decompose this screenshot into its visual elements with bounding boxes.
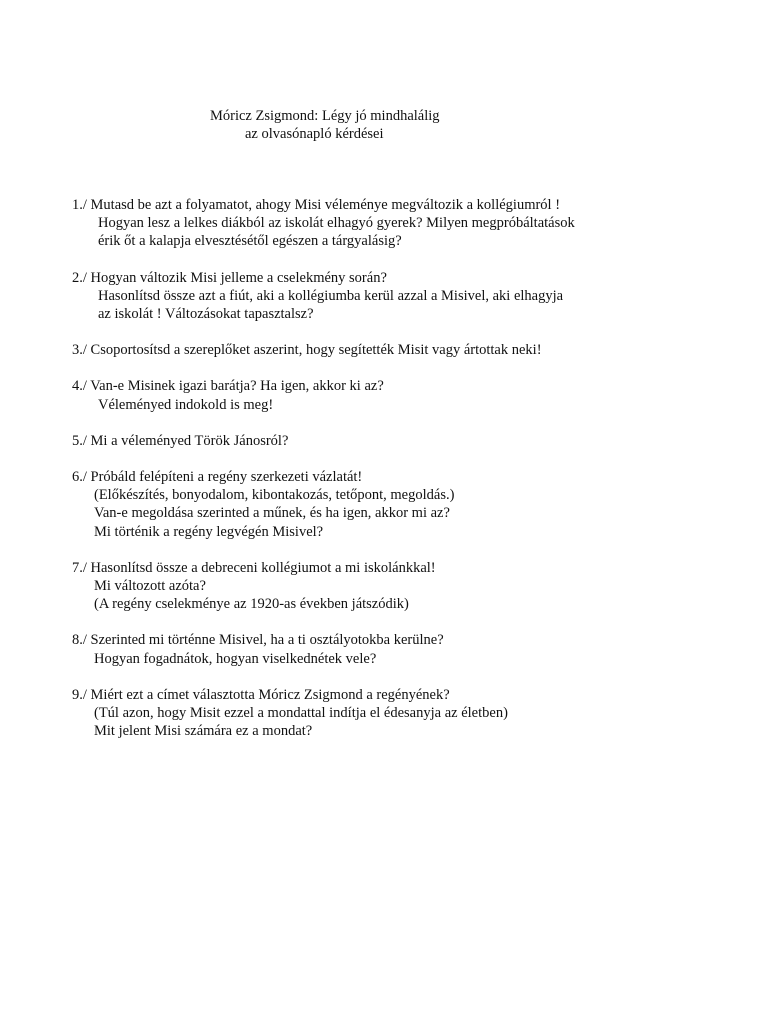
question-4-line-2: Véleményed indokold is meg! bbox=[98, 396, 274, 413]
question-1-line-3: érik őt a kalapja elvesztésétől egészen a tárgyalásig? bbox=[98, 233, 402, 250]
question-9-line-1: 9./ Miért ezt a címet választotta Móricz Zsigmond a regényének? bbox=[72, 686, 450, 703]
question-2-line-3: az iskolát ! Változásokat tapasztalsz? bbox=[98, 306, 314, 323]
question-6-line-1: 6./ Próbáld felépíteni a regény szerkezeti vázlatát! bbox=[72, 469, 363, 486]
question-2 bbox=[72, 269, 752, 324]
question-6-line-4: Mi történik a regény legvégén Misivel? bbox=[94, 523, 324, 540]
question-3 bbox=[72, 341, 752, 359]
question-6 bbox=[72, 468, 752, 541]
question-2-line-1: 2./ Hogyan változik Misi jelleme a cselekmény során? bbox=[72, 269, 387, 286]
question-4 bbox=[72, 377, 752, 413]
question-8 bbox=[72, 631, 752, 667]
question-2-line-2: Hasonlítsd össze azt a fiút, aki a kollégiumba kerül azzal a Misivel, aki elhagyja bbox=[98, 287, 564, 304]
question-4-line-1: 4./ Van-e Misinek igazi barátja? Ha igen, akkor ki az? bbox=[72, 378, 384, 395]
question-3-line-1: 3./ Csoportosítsd a szereplőket aszerint, hogy segítették Misit vagy ártottak neki! bbox=[72, 342, 542, 359]
question-6-line-2: (Előkészítés, bonyodalom, kibontakozás, tetőpont, megoldás.) bbox=[94, 487, 455, 504]
question-7-line-3: (A regény cselekménye az 1920-as években játszódik) bbox=[94, 596, 409, 613]
question-5-line-1: 5./ Mi a véleményed Török Jánosról? bbox=[72, 432, 289, 449]
question-9 bbox=[72, 686, 752, 741]
question-5 bbox=[72, 432, 752, 450]
question-list bbox=[72, 196, 752, 758]
question-1 bbox=[72, 196, 752, 251]
question-7 bbox=[72, 559, 752, 614]
title-main: Móricz Zsigmond: Légy jó mindhalálig bbox=[210, 108, 440, 124]
question-6-line-3: Van-e megoldása szerinted a műnek, és ha igen, akkor mi az? bbox=[94, 505, 450, 522]
title-subtitle: az olvasónapló kérdései bbox=[245, 126, 384, 142]
question-1-line-2: Hogyan lesz a lelkes diákból az iskolát elhagyó gyerek? Milyen megpróbáltatások bbox=[98, 215, 575, 232]
question-9-line-3: Mit jelent Misi számára ez a mondat? bbox=[94, 723, 313, 740]
question-8-line-2: Hogyan fogadnátok, hogyan viselkednétek vele? bbox=[94, 650, 377, 667]
question-8-line-1: 8./ Szerinted mi történne Misivel, ha a ti osztályotokba kerülne? bbox=[72, 632, 444, 649]
question-1-line-1: 1./ Mutasd be azt a folyamatot, ahogy Misi véleménye megváltozik a kollégiumról ! bbox=[72, 197, 561, 213]
question-7-line-2: Mi változott azóta? bbox=[94, 578, 206, 595]
question-9-line-2: (Túl azon, hogy Misit ezzel a mondattal indítja el édesanyja az életben) bbox=[94, 705, 508, 722]
question-7-line-1: 7./ Hasonlítsd össze a debreceni kollégiumot a mi iskolánkkal! bbox=[72, 559, 436, 576]
